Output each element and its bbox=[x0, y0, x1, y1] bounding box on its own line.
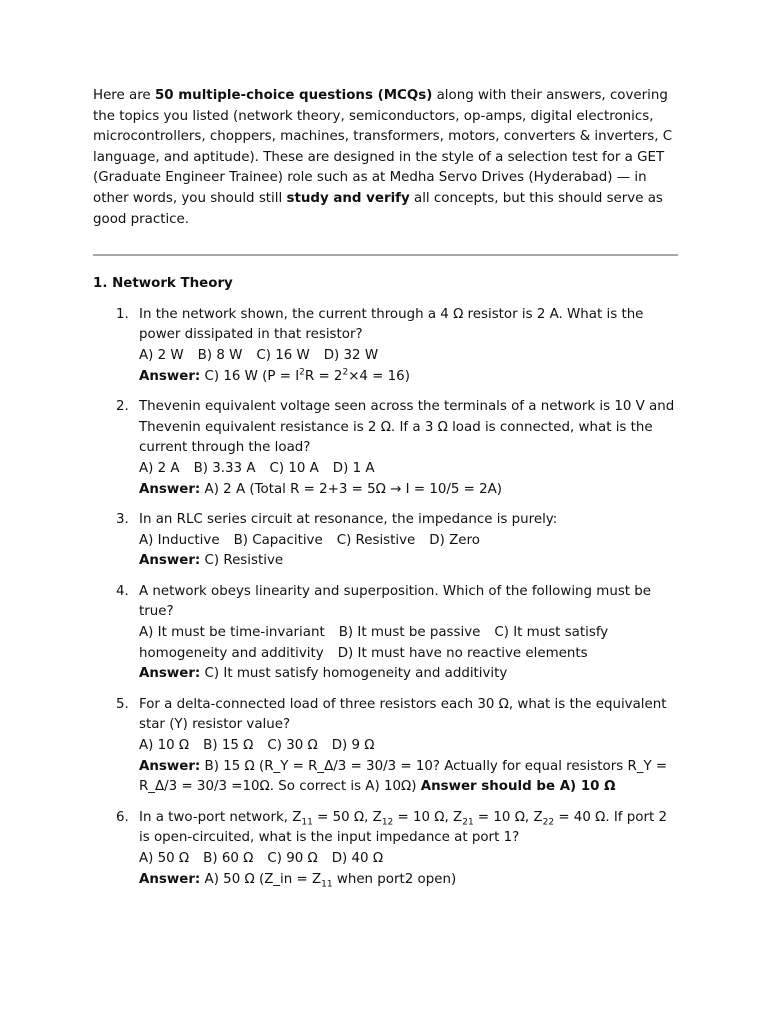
answer-label: Answer: bbox=[139, 666, 201, 682]
question-options bbox=[139, 736, 678, 757]
answer-line bbox=[139, 480, 678, 501]
superscript: 2 bbox=[342, 367, 349, 378]
option: C) 90 Ω bbox=[267, 851, 318, 866]
answer-text: C) It must satisfy homogeneity and additivity bbox=[200, 666, 508, 682]
option: D) It must have no reactive elements bbox=[337, 645, 588, 661]
option: C) 10 A bbox=[269, 460, 319, 476]
subscript: 11 bbox=[321, 879, 333, 890]
answer-line bbox=[139, 551, 678, 572]
question-item bbox=[93, 582, 678, 685]
answer-text: A) 2 A (Total R = 2+3 = 5Ω → I = 10/5 = 2A) bbox=[200, 481, 503, 497]
question-number: 4. bbox=[116, 583, 129, 599]
option: B) 3.33 A bbox=[193, 460, 256, 476]
option: B) 60 Ω bbox=[203, 851, 254, 866]
intro-paragraph bbox=[93, 86, 678, 230]
subscript: 11 bbox=[301, 817, 313, 828]
option: D) 32 W bbox=[323, 347, 379, 363]
answer-label: Answer: bbox=[139, 758, 201, 774]
question-item bbox=[93, 695, 678, 798]
answer-text: C) Resistive bbox=[200, 553, 284, 569]
option: C) 30 Ω bbox=[267, 738, 318, 754]
question-list bbox=[93, 305, 678, 890]
section-title: 1. Network Theory bbox=[93, 276, 233, 292]
question-options bbox=[139, 459, 678, 480]
answer-line bbox=[139, 870, 678, 891]
option: D) 40 Ω bbox=[331, 851, 384, 866]
question-text-part: = 40 Ω. If port 2 is open-circuited, what is the input impedance at port 1? bbox=[139, 809, 667, 846]
option: A) 2 W bbox=[139, 347, 184, 363]
question-text bbox=[139, 808, 678, 849]
question-item bbox=[93, 397, 678, 500]
question-number: 1. bbox=[116, 306, 129, 322]
question-text: In an RLC series circuit at resonance, the impedance is purely: bbox=[139, 512, 558, 528]
question-text: Thevenin equivalent voltage seen across the terminals of a network is 10 V and Thevenin equivalent resistance is 2 Ω. If a 3 Ω load is connected, what is the current through the load? bbox=[139, 399, 675, 456]
option: A) 50 Ω bbox=[139, 851, 190, 866]
question-text: For a delta-connected load of three resistors each 30 Ω, what is the equivalent star (Y) resistor value? bbox=[139, 696, 667, 733]
intro-bold-mcqs: 50 multiple-choice questions (MCQs) bbox=[154, 88, 433, 103]
option: B) It must be passive bbox=[338, 625, 481, 641]
question-options bbox=[139, 623, 678, 664]
answer-label: Answer: bbox=[139, 553, 201, 569]
question-number: 5. bbox=[116, 696, 129, 712]
option: B) 15 Ω bbox=[203, 738, 254, 754]
question-options bbox=[139, 849, 678, 870]
question-text-part: In a two-port network, Z bbox=[139, 809, 302, 825]
intro-bold-study: study and verify bbox=[286, 190, 410, 206]
option: C) 16 W bbox=[256, 347, 310, 363]
option: A) It must be time-invariant bbox=[139, 625, 325, 641]
answer-text: when port2 open) bbox=[332, 871, 457, 887]
question-text: A network obeys linearity and superposition. Which of the following must be true? bbox=[139, 583, 652, 620]
superscript: 2 bbox=[299, 367, 305, 378]
option: C) Resistive bbox=[336, 532, 416, 548]
answer-text: R = 2 bbox=[304, 368, 343, 384]
answer-label: Answer: bbox=[139, 368, 201, 384]
answer-text: A) 50 Ω (Z_in = Z bbox=[200, 871, 322, 887]
option: D) 1 A bbox=[332, 460, 375, 476]
option: D) Zero bbox=[429, 532, 480, 548]
subscript: 22 bbox=[542, 817, 555, 828]
answer-text: C) 16 W (P = I bbox=[200, 368, 300, 384]
question-number: 6. bbox=[116, 809, 129, 825]
document-page bbox=[93, 86, 678, 900]
question-number: 2. bbox=[116, 399, 129, 415]
intro-text-2: along with their answers, covering the topics you listed (network theory, semiconductors, op-amps, digital electronics, microcontrollers, choppers, machines, transformers, motors, converters & inverters, C language, and aptitude). These are designed in the style of a selection test for a GET (Graduate Engineer Trainee) role such as at Medha Servo Drives (Hyderabad) — in other words, you should still bbox=[93, 88, 673, 206]
answer-label: Answer: bbox=[139, 871, 201, 887]
question-text-part: = 10 Ω, Z bbox=[393, 809, 463, 825]
option: A) Inductive bbox=[139, 532, 220, 548]
option: A) 2 A bbox=[139, 460, 180, 476]
question-options bbox=[139, 346, 678, 367]
answer-correction: Answer should be A) 10 Ω bbox=[420, 779, 616, 795]
answer-text: B) 15 Ω (R_Y = R_Δ/3 = 30/3 = 10? Actually for equal resistors R_Y = R_Δ/3 = 30/3 =10Ω. So correct is A) 10Ω) bbox=[139, 758, 668, 795]
intro-text-3: all concepts, but this should serve as good practice. bbox=[93, 190, 663, 227]
answer-text: ×4 = 16) bbox=[348, 368, 410, 384]
question-text: In the network shown, the current through a 4 Ω resistor is 2 A. What is the power dissipated in that resistor? bbox=[139, 306, 644, 343]
option: D) 9 Ω bbox=[331, 738, 375, 754]
question-item bbox=[93, 808, 678, 890]
option: A) 10 Ω bbox=[139, 738, 190, 754]
answer-line bbox=[139, 757, 678, 798]
answer-line bbox=[139, 367, 678, 388]
question-item bbox=[93, 305, 678, 387]
option: B) Capacitive bbox=[233, 532, 323, 548]
question-text-part: = 10 Ω, Z bbox=[473, 809, 543, 825]
intro-text-1: Here are bbox=[93, 88, 155, 103]
option: C) It must satisfy homogeneity and additivity bbox=[139, 625, 609, 661]
horizontal-rule bbox=[93, 254, 678, 256]
option: B) 8 W bbox=[197, 347, 243, 363]
subscript: 12 bbox=[381, 817, 394, 828]
subscript: 21 bbox=[462, 817, 474, 828]
question-number: 3. bbox=[116, 512, 129, 528]
question-options bbox=[139, 531, 678, 552]
question-item bbox=[93, 510, 678, 572]
answer-line bbox=[139, 664, 678, 685]
question-text-part: = 50 Ω, Z bbox=[312, 809, 382, 825]
answer-label: Answer: bbox=[139, 481, 201, 497]
